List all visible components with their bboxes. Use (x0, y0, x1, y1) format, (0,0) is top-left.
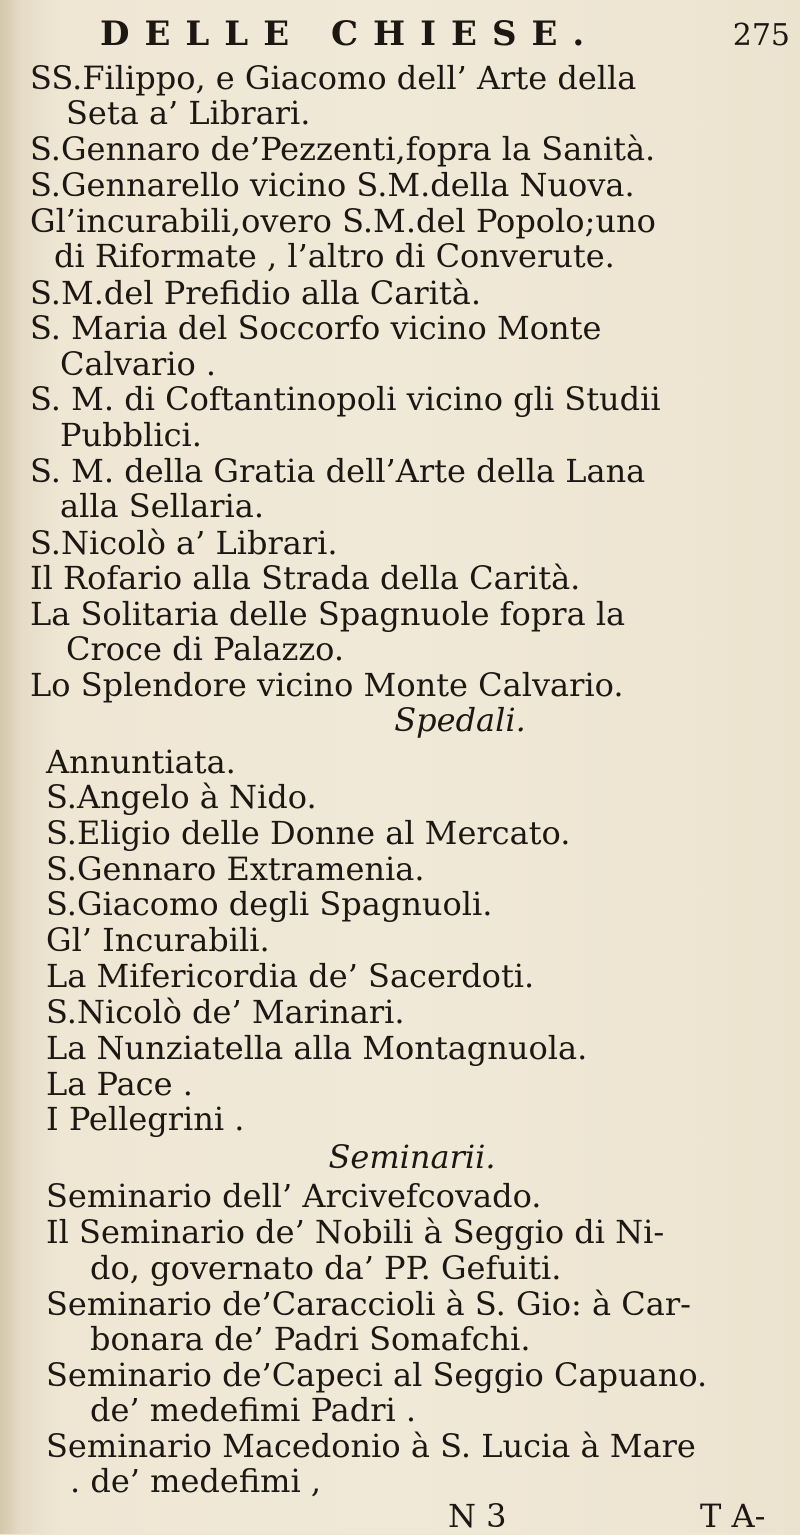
list-item: di Riformate , l’altro di Converute. (54, 236, 615, 275)
list-item: Il Rofario alla Strada della Carità. (30, 559, 581, 598)
list-item: Croce di Palazzo. (66, 630, 345, 669)
list-item: S. M. di Coftantinopoli vicino gli Studii (30, 379, 661, 418)
list-item: alla Sellaria. (60, 487, 264, 525)
list-item: Calvario . (60, 344, 217, 383)
list-item: Seminario dell’ Arcivefcovado. (46, 1177, 542, 1216)
list-item: S.Gennaro de’Pezzenti,fopra la Sanità. (30, 130, 656, 169)
page-header (100, 14, 790, 64)
list-item: La Solitaria delle Spagnuole fopra la (30, 595, 626, 634)
list-item: I Pellegrini . (46, 1099, 245, 1138)
list-item: Seminario de’Capeci al Seggio Capuano. (46, 1355, 708, 1394)
list-item: S.Giacomo degli Spagnuoli. (46, 885, 493, 924)
list-item: Gl’incurabili,overo S.M.del Popolo;uno (30, 201, 656, 240)
list-item: La Mifericordia de’ Sacerdoti. (46, 957, 535, 996)
list-item: Lo Splendore vicino Monte Calvario. (30, 666, 624, 705)
list-item: S.Eligio delle Donne al Mercato. (46, 814, 571, 853)
signature-mark: N 3 (448, 1497, 507, 1535)
list-item: S.M.del Prefidio alla Carità. (30, 273, 481, 312)
catchword: T A- (700, 1497, 766, 1535)
list-item: SS.Filippo, e Giacomo dell’ Arte della (30, 59, 637, 98)
list-item: do, governato da’ PP. Gefuiti. (90, 1248, 562, 1287)
list-item: . de’ medefimi , (70, 1461, 322, 1500)
list-item: Il Seminario de’ Nobili à Seggio di Ni- (46, 1213, 665, 1252)
list-item: Seta a’ Librari. (66, 94, 311, 133)
list-item: de’ medefimi Padri . (90, 1390, 417, 1429)
list-item: S.Nicolò a’ Librari. (30, 524, 338, 562)
list-item: S. Maria del Soccorfo vicino Monte (30, 308, 602, 347)
list-item: La Pace . (46, 1064, 193, 1103)
section-heading-spedali: Spedali. (394, 701, 526, 740)
list-item: S.Gennarello vicino S.M.della Nuova. (30, 166, 635, 205)
section-heading-seminarii: Seminarii. (328, 1137, 496, 1176)
list-item: S.Angelo à Nido. (46, 778, 317, 817)
list-item: Seminario Macedonio à S. Lucia à Mare (46, 1426, 696, 1465)
list-item: S.Nicolò de’ Marinari. (46, 992, 405, 1031)
list-item: Gl’ Incurabili. (46, 921, 270, 960)
list-item: bonara de’ Padri Somafchi. (90, 1319, 531, 1358)
list-item: S. M. della Gratia dell’Arte della Lana (30, 451, 646, 490)
list-item: S.Gennaro Extramenia. (46, 850, 425, 889)
list-item: Pubblici. (60, 415, 202, 454)
list-item: Annuntiata. (46, 743, 236, 781)
running-head: DELLE CHIESE. (100, 14, 600, 54)
page-number: 275 (732, 18, 790, 53)
list-item: La Nunziatella alla Montagnuola. (46, 1028, 588, 1067)
list-item: Seminario de’Caraccioli à S. Gio: à Car- (46, 1284, 691, 1323)
page-gutter (0, 0, 22, 1534)
